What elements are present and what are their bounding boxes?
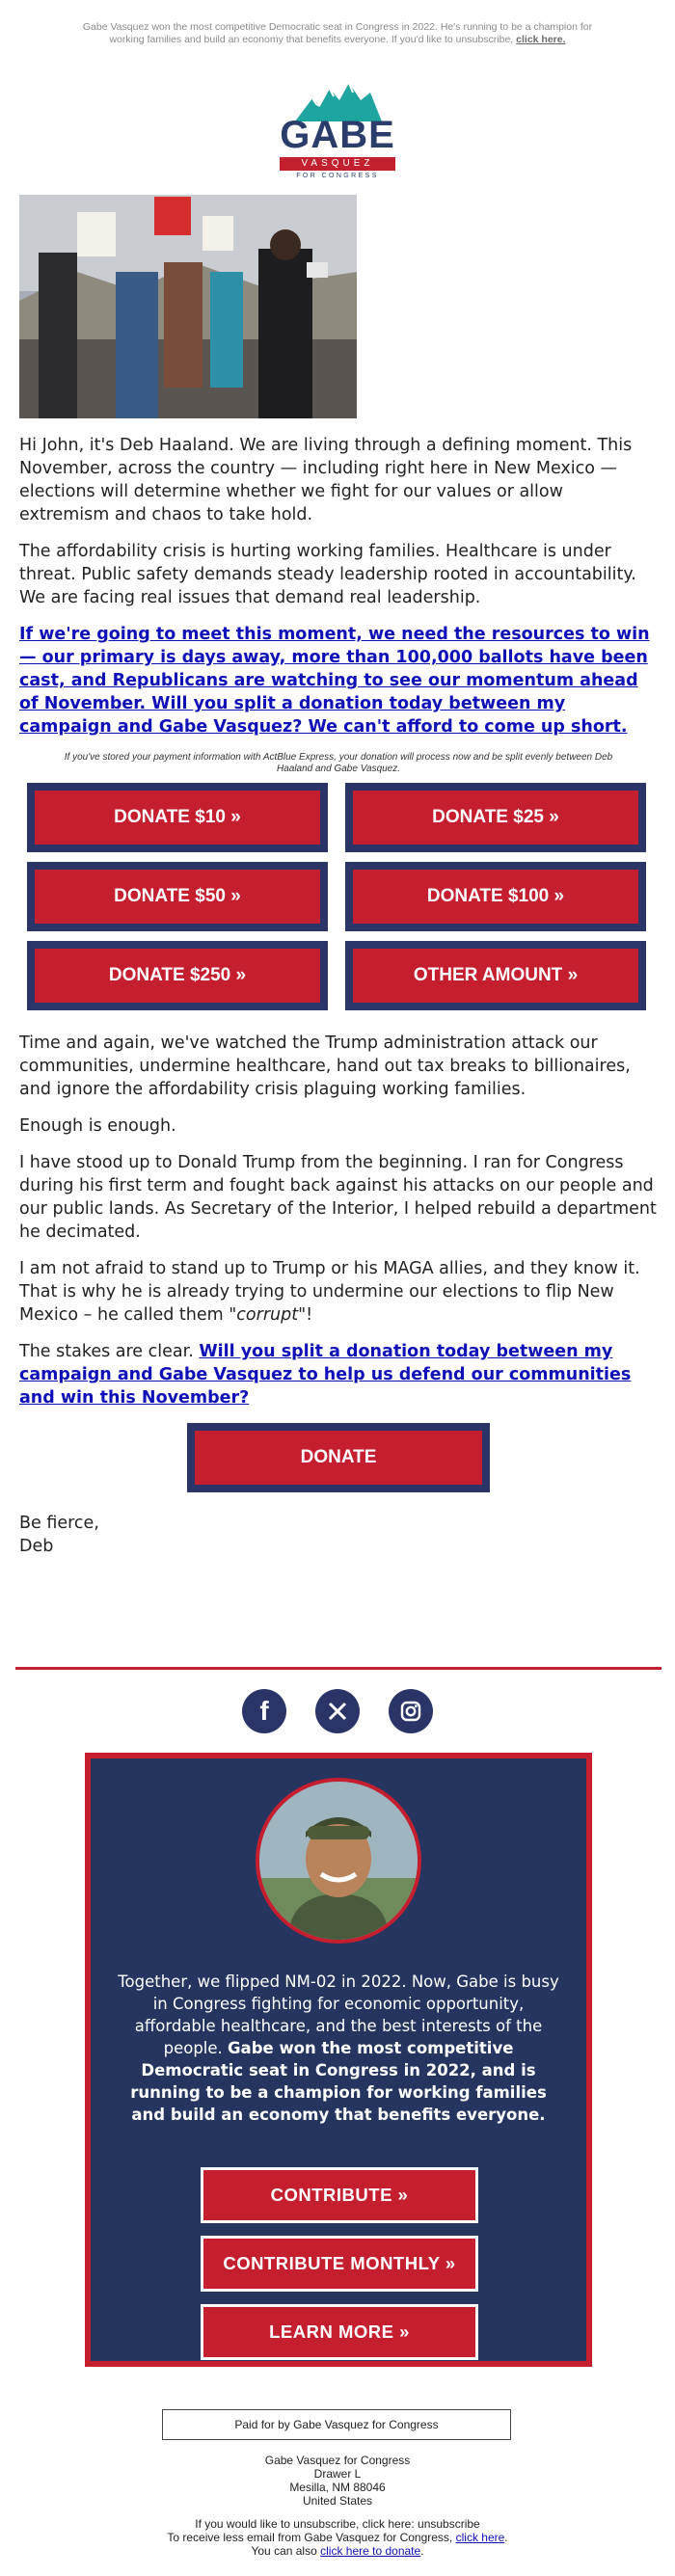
footer-address-line: Mesilla, NM 88046 [289,2481,386,2494]
footer-less-email [0,2531,675,2544]
letter-paragraph: I have stood up to Donald Trump from the beginning. I ran for Congress during his first term and fought back against his attacks on our people and our public lands. As Secretary of the Interior, I helped rebuild a department he decimated. [19,1153,657,1242]
card-intro: Together, we flipped NM-02 in 2022. Now, Gabe is busy in Congress fighting for economic opportunity, affordable healthcare, and the best interests of the people. [118,1972,559,2057]
donate-button-label: DONATE $250 » [35,949,320,1003]
donate-button-label: OTHER AMOUNT » [353,949,638,1003]
letter-paragraph: Hi John, it's Deb Haaland. We are living through a defining moment. This November, across the country — including right here in New Mexico — elections will determine whether we fight for our values or allow extremism and chaos to take hold. [19,436,633,524]
learn-more-button-label: LEARN MORE » [203,2307,475,2357]
facebook-icon[interactable] [242,1689,286,1733]
donate-250-button[interactable] [27,941,328,1010]
footer-text: . [504,2531,508,2544]
footer-donate [0,2544,675,2558]
letter-text: I am not afraid to stand up to Trump or his MAGA allies, and they know it. That is why he is already trying to undermine our elections to flip New Mexico – he called them [19,1259,640,1325]
footer-donate-link[interactable]: click here to donate [320,2544,421,2558]
donate-button-label: DONATE $10 » [35,791,320,845]
footer-org: Gabe Vasquez for Congress [264,2454,411,2467]
footer-text: To receive less email from Gabe Vasquez for Congress, [167,2531,456,2544]
social-links [0,1689,675,1733]
donate-50-button[interactable] [27,862,328,931]
letter-paragraph: The affordability crisis is hurting working families. Healthcare is under threat. Public safety demands steady leadership rooted in accountability. We are facing real issues that demand real leadership. [19,542,636,607]
logo-surname: VASQUEZ [280,157,395,171]
section-divider [15,1667,662,1670]
footer [0,2454,675,2558]
contribute-monthly-button[interactable] [201,2236,478,2292]
donate-appeal-link[interactable]: If we're going to meet this moment, we need the resources to win — our primary is days away, more than 100,000 ballots have been cast, and Republicans are watching to see our momentum ahead of November. Will you split a donation today between my campaign and Gabe Vasquez? We can't afford to come up short. [19,625,650,737]
contribute-button-label: CONTRIBUTE » [203,2170,475,2220]
donate-button-grid [27,783,650,1010]
donate-button-label: DONATE $100 » [353,870,638,924]
donate-button-label: DONATE $25 » [353,791,638,845]
footer-unsubscribe: If you would like to unsubscribe, click here: unsubscribe [195,2517,480,2531]
donate-button-label: DONATE $50 » [35,870,320,924]
card-highlight: Gabe won the most competitive Democratic seat in Congress in 2022, and is running to be a champion for working families and build an economy that benefits everyone. [130,2039,547,2124]
x-icon[interactable] [315,1689,360,1733]
campaign-logo [270,79,405,185]
signature: Deb [19,1537,54,1556]
split-donation-link[interactable]: Will you split a donation today between my campaign and Gabe Vasquez to help us defend our communities and win this November? [19,1342,632,1408]
preheader-text: Gabe Vasquez won the most competitive Democratic seat in Congress in 2022. He's running to be a champion for working families and build an economy that benefits everyone. If you'd like to unsubscribe, [82,21,593,45]
facebook-glyph: f [259,1696,269,1726]
letter-paragraph: Enough is enough. [19,1116,176,1136]
footer-country: United States [302,2494,373,2508]
letter-body [19,434,658,1571]
logo-tagline: FOR CONGRESS [296,173,379,179]
actblue-disclaimer: If you've stored your payment information with ActBlue Express, your donation will process now and be split evenly between Deb Haaland and Gabe Vasquez. [64,752,613,774]
letter-paragraph [19,1257,658,1327]
avatar [256,1778,421,1944]
letter-text: The stakes are clear. [19,1342,200,1361]
corrupt-quote: "corrupt" [229,1305,307,1325]
instagram-icon[interactable] [389,1689,433,1733]
preheader-unsubscribe-link[interactable]: click here. [516,34,566,45]
closing: Be fierce, [19,1514,99,1533]
contribute-button[interactable] [201,2167,478,2223]
donate-25-button[interactable] [345,783,646,852]
donate-button[interactable] [187,1423,490,1492]
candidate-card [85,1753,592,2367]
rally-photo [19,195,357,418]
card-text [114,1971,563,2126]
donate-other-amount-button[interactable] [345,941,646,1010]
letter-paragraph: Time and again, we've watched the Trump administration attack our communities, undermine healthcare, hand out tax breaks to billionaires, and ignore the affordability crisis plaguing working families. [19,1033,631,1099]
letter-paragraph [19,1340,658,1409]
paid-for-disclaimer: Paid for by Gabe Vasquez for Congress [162,2409,511,2440]
preheader [68,0,608,46]
footer-address-line: Drawer L [313,2467,362,2481]
contribute-monthly-button-label: CONTRIBUTE MONTHLY » [203,2239,475,2289]
letter-text: ! [306,1305,313,1325]
donate-100-button[interactable] [345,862,646,931]
signoff [19,1512,658,1558]
donate-button-label: DONATE [195,1431,482,1485]
logo-name: GABE [280,114,395,156]
footer-text: . [420,2544,424,2558]
less-email-link[interactable]: click here [455,2531,505,2544]
footer-text: You can also [251,2544,321,2558]
candidate-card-inner [91,1758,586,2361]
donate-10-button[interactable] [27,783,328,852]
learn-more-button[interactable] [201,2304,478,2360]
